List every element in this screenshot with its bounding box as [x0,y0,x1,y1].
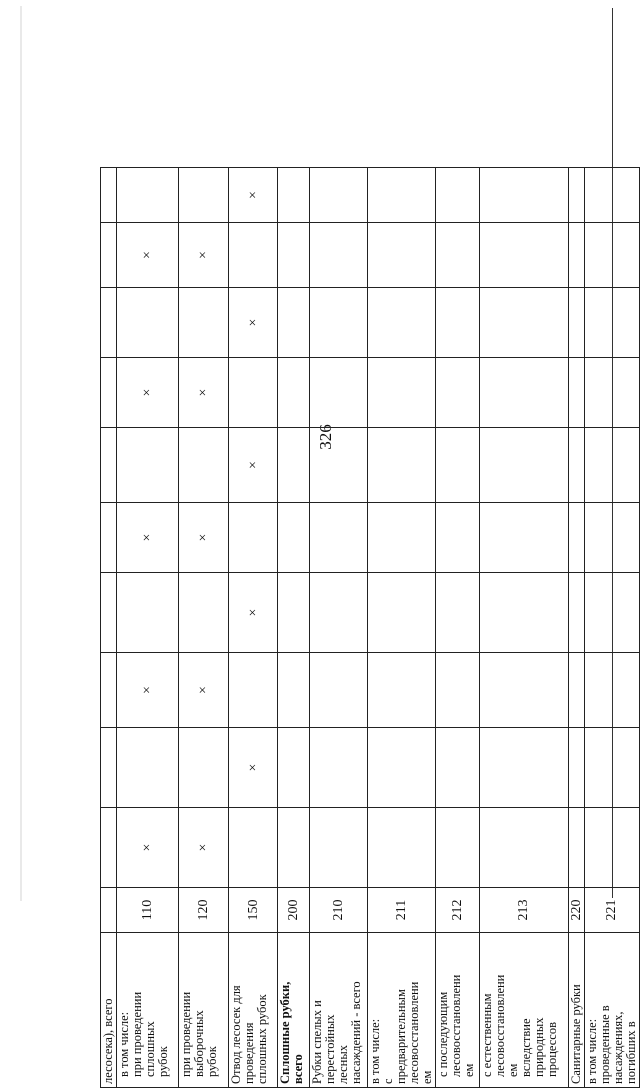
data-cell [480,358,568,428]
data-cell [367,223,435,288]
data-cell [309,808,367,888]
data-cell [277,288,309,358]
data-cell [584,573,639,653]
data-cell [568,168,584,223]
data-cell [309,358,367,428]
data-cell: × [229,728,277,808]
data-cell [436,168,480,223]
data-cell [480,573,568,653]
data-cell [367,168,435,223]
row-code [101,888,117,933]
data-cell [277,573,309,653]
data-cell [101,573,117,653]
data-cell: × [117,503,179,573]
row-code: 110 [117,888,179,933]
data-cell [117,168,179,223]
data-cell [117,288,179,358]
table-row [309,168,367,1088]
data-cell [367,503,435,573]
data-cell [436,428,480,503]
table-row [568,168,584,1088]
data-cell [277,808,309,888]
data-cell [229,358,277,428]
data-cell: × [117,223,179,288]
row-code: 220 [568,888,584,933]
data-cell [309,288,367,358]
data-cell [436,808,480,888]
row-label: в том числе: проведенные в насаждениях, погибших в [584,933,639,1088]
data-cell [436,503,480,573]
table-row [367,168,435,1088]
page-number: 326 [316,424,335,450]
row-code: 211 [367,888,435,933]
data-cell [229,653,277,728]
scan-edge-shadow [20,6,22,901]
table-row [480,168,568,1088]
data-cell [101,358,117,428]
row-code: 150 [229,888,277,933]
row-label: Рубки спелых и перестойных лесных насаждений - всего [309,933,367,1088]
data-cell [309,573,367,653]
row-code: 221 [584,888,639,933]
data-cell [101,168,117,223]
data-cell [584,168,639,223]
data-cell [584,358,639,428]
data-cell [309,428,367,503]
data-cell [480,728,568,808]
data-cell [101,653,117,728]
data-cell [277,168,309,223]
row-label: Санитарные рубки [568,933,584,1088]
row-label: Сплошные рубки, всего [277,933,309,1088]
data-cell [367,653,435,728]
data-cell: × [117,653,179,728]
data-cell [179,573,229,653]
data-cell [480,428,568,503]
data-cell [480,808,568,888]
row-label: Отвод лесосек для проведения сплошных рубок [229,933,277,1088]
data-cell: × [179,808,229,888]
data-cell [101,808,117,888]
row-code: 212 [436,888,480,933]
row-label: с последующим лесовосстановлени ем [436,933,480,1088]
table-row [117,168,179,1088]
data-cell [568,428,584,503]
data-cell [117,428,179,503]
data-cell [229,808,277,888]
data-cell [436,728,480,808]
row-label: лесосека), всего [101,933,117,1088]
data-cell [568,808,584,888]
data-cell: × [229,573,277,653]
table-row [584,168,639,1088]
data-cell [309,728,367,808]
data-cell [568,358,584,428]
data-cell [568,728,584,808]
data-cell [179,728,229,808]
row-label: при проведении выборочных рубок [179,933,229,1088]
data-cell [480,653,568,728]
data-cell [568,223,584,288]
data-cell [179,168,229,223]
data-cell [277,503,309,573]
data-cell [584,728,639,808]
data-cell [117,573,179,653]
row-code: 213 [480,888,568,933]
data-cell [101,288,117,358]
data-cell [277,358,309,428]
row-label: в том числе: с предварительным лесовосстановлени ем [367,933,435,1088]
data-cell: × [117,808,179,888]
data-cell [229,223,277,288]
data-cell [309,503,367,573]
data-cell [480,168,568,223]
data-cell [584,653,639,728]
data-cell [367,728,435,808]
data-cell: × [179,653,229,728]
data-cell: × [229,428,277,503]
data-cell: × [229,168,277,223]
data-cell [101,428,117,503]
row-code: 200 [277,888,309,933]
data-cell [277,223,309,288]
data-cell [309,168,367,223]
table-row [179,168,229,1088]
data-cell: × [179,358,229,428]
data-cell [584,223,639,288]
data-cell [568,573,584,653]
data-cell [480,223,568,288]
table-row [277,168,309,1088]
data-cell: × [179,503,229,573]
data-cell [367,288,435,358]
data-cell [117,728,179,808]
data-cell [436,573,480,653]
data-cell [367,573,435,653]
data-cell [309,653,367,728]
data-cell [436,358,480,428]
data-cell [179,428,229,503]
data-cell [436,288,480,358]
data-cell [568,503,584,573]
data-cell [277,428,309,503]
data-cell [568,288,584,358]
row-label: с естественным лесовосстановлени ем вследствие природных процессов [480,933,568,1088]
data-cell [584,288,639,358]
forest-felling-table [100,167,640,1088]
row-code: 210 [309,888,367,933]
data-cell [101,223,117,288]
data-cell [584,503,639,573]
data-cell [436,653,480,728]
rotated-table-container [100,188,640,1088]
data-cell [229,503,277,573]
data-cell: × [229,288,277,358]
data-cell [480,288,568,358]
data-cell [584,808,639,888]
table-row [229,168,277,1088]
data-cell [436,223,480,288]
data-cell [584,428,639,503]
data-cell [367,358,435,428]
data-cell [277,728,309,808]
data-cell [101,503,117,573]
data-cell [179,288,229,358]
row-label: в том числе: при проведении сплошных рубок [117,933,179,1088]
table-row [436,168,480,1088]
data-cell [568,653,584,728]
data-cell [277,653,309,728]
data-cell [367,428,435,503]
data-cell [480,503,568,573]
data-cell: × [179,223,229,288]
table-row [101,168,117,1088]
data-cell [309,223,367,288]
data-cell: × [117,358,179,428]
row-code: 120 [179,888,229,933]
data-cell [101,728,117,808]
data-cell [367,808,435,888]
